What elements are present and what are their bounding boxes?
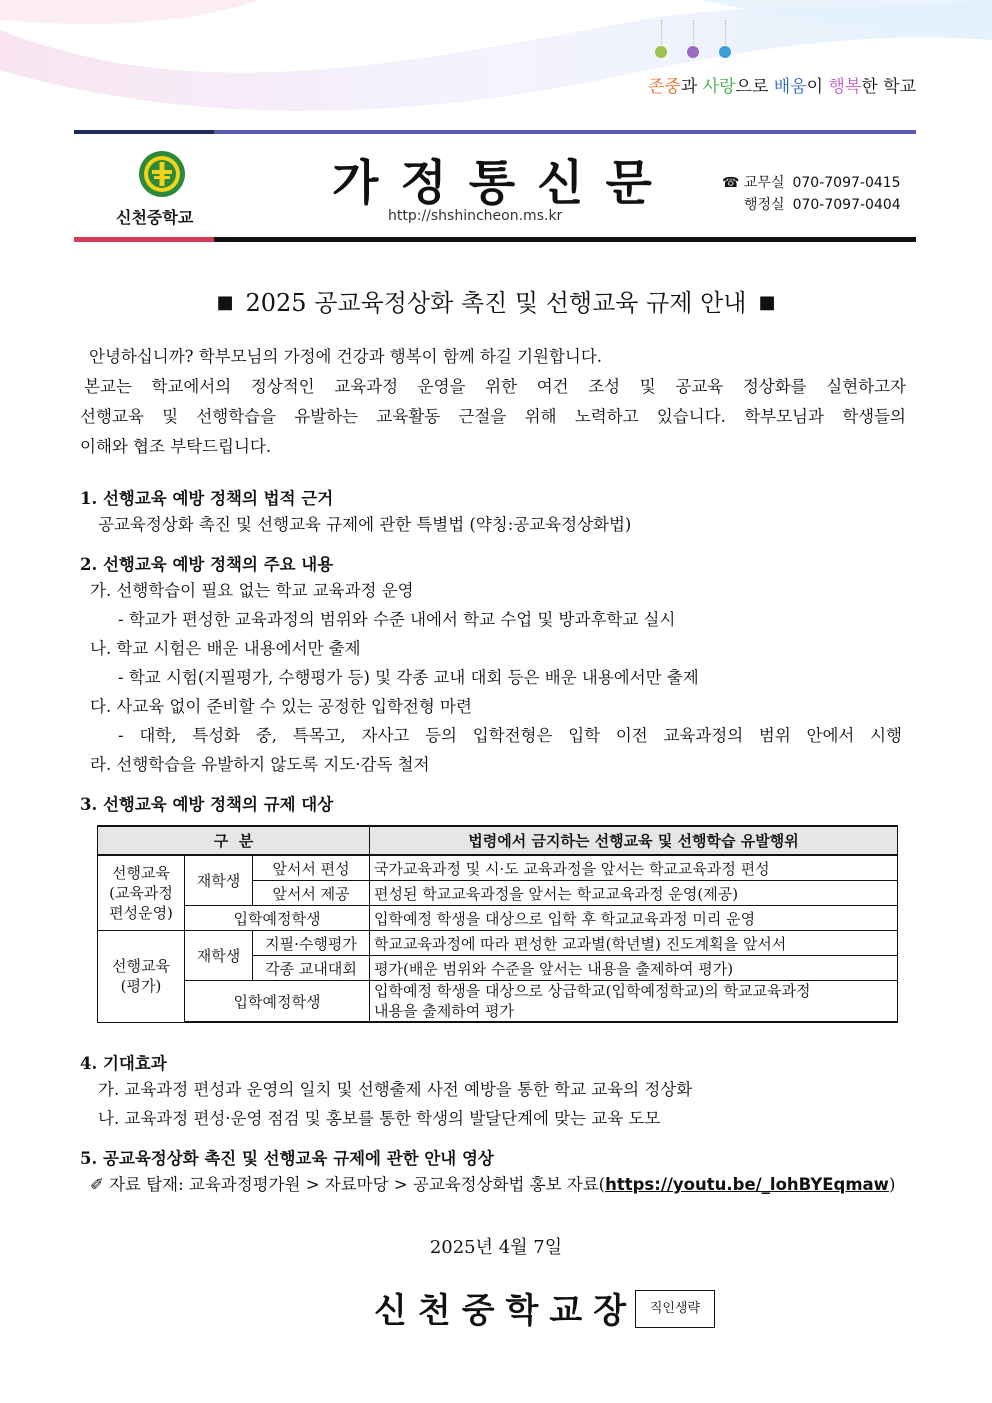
purple-dot-icon (687, 46, 699, 58)
header-background-decoration (0, 0, 992, 130)
seal-omitted-box: 직인생략 (635, 1290, 715, 1328)
square-bullet-icon: ■ (216, 292, 234, 313)
header-bottom-rule (74, 237, 916, 242)
table-cell: 재학생 (185, 855, 253, 906)
section-2-title: 2. 선행교육 예방 정책의 주요 내용 (80, 555, 334, 574)
table-group-cell: 선행교육 (교육과정 편성운영) (98, 855, 185, 931)
list-item: 나. 학교 시험은 배운 내용에서만 출제 (90, 639, 361, 658)
table-cell: 학교교육과정에 따라 편성한 교과별(학년별) 진도계획을 앞서서 (370, 931, 898, 956)
section-1-body: 공교육정상화 촉진 및 선행교육 규제에 관한 특별법 (약칭:공교육정상화법) (98, 515, 632, 534)
intro-line: 선행교육 및 선행학습을 유발하는 교육활동 근절을 위해 노력하고 있습니다. 학부모님과 학생들의 (80, 407, 906, 426)
header-top-rule (74, 130, 916, 134)
school-website-link[interactable]: http://shshincheon.ms.kr (388, 208, 563, 224)
motto-word-happiness: 행복 (828, 77, 862, 97)
decorative-dots (655, 40, 735, 62)
motto-word-respect: 존중 (647, 77, 681, 97)
list-subitem: - 학교 시험(지필평가, 수행평가 등) 및 각종 교내 대회 등은 배운 내용에서만 출제 (118, 668, 699, 687)
table-row (98, 906, 898, 931)
motto-word-love: 사랑 (702, 77, 736, 97)
school-name: 신천중학교 (116, 208, 194, 227)
table-cell: 편성된 학교교육과정을 앞서는 학교교육과정 운영(제공) (370, 881, 898, 906)
section-1-title: 1. 선행교육 예방 정책의 법적 근거 (80, 489, 334, 508)
school-motto (648, 72, 916, 97)
list-item: 가. 교육과정 편성과 운영의 일치 및 선행출제 사전 예방을 통한 학교 교육의 정상화 (98, 1080, 693, 1099)
table-cell: 재학생 (185, 931, 253, 981)
square-bullet-icon: ■ (758, 292, 776, 313)
list-item: 나. 교육과정 편성·운영 점검 및 홍보를 통한 학생의 발달단계에 맞는 교육 도모 (98, 1109, 661, 1128)
list-subitem: - 대학, 특성화 중, 특목고, 자사고 등의 입학전형은 입학 이전 교육과정의 범위 안에서 시행 (118, 726, 902, 745)
table-row (98, 931, 898, 956)
motto-particle: 과 (680, 77, 703, 97)
table-cell: 앞서서 편성 (253, 855, 370, 881)
table-group-cell: 선행교육 (평가) (98, 931, 185, 1023)
section-3-title: 3. 선행교육 예방 정책의 규제 대상 (80, 795, 334, 814)
phone-icon: ☎ (722, 175, 740, 191)
resource-path-suffix: ) (888, 1175, 896, 1194)
section-5-title: 5. 공교육정상화 촉진 및 선행교육 규제에 관한 안내 영상 (80, 1149, 494, 1168)
intro-greeting: 안녕하십니까? 학부모님의 가정에 건강과 행복이 함께 하길 기원합니다. (89, 347, 603, 366)
contact-admin-office (744, 194, 901, 214)
intro-line: 이해와 협조 부탁드립니다. (80, 437, 272, 456)
contact-label: 행정실 (744, 197, 785, 213)
regulation-table (97, 825, 898, 1023)
table-cell: 국가교육과정 및 시·도 교육과정을 앞서는 학교교육과정 편성 (370, 855, 898, 881)
table-cell: 입학예정학생 (185, 981, 370, 1023)
motto-word-learning: 배움 (773, 77, 807, 97)
contact-label: 교무실 (743, 175, 785, 191)
list-item: 라. 선행학습을 유발하지 않도록 지도·감독 철저 (90, 755, 430, 774)
table-cell: 입학예정학생 (185, 906, 370, 931)
section-4-title: 4. 기대효과 (80, 1054, 167, 1073)
list-item: 가. 선행학습이 필요 없는 학교 교육과정 운영 (90, 581, 414, 600)
principal-signature: 신천중학교장 (374, 1291, 638, 1331)
document-heading (0, 283, 992, 318)
issue-date: 2025년 4월 7일 (429, 1237, 563, 1258)
motto-particle: 이 (806, 77, 829, 97)
green-dot-icon (655, 46, 667, 58)
table-row (98, 855, 898, 881)
table-cell: 각종 교내대회 (253, 956, 370, 981)
document-heading-text: 2025 공교육정상화 촉진 및 선행교육 규제 안내 (245, 289, 747, 317)
motto-particle: 한 학교 (861, 77, 916, 97)
table-cell: 입학예정 학생을 대상으로 입학 후 학교교육과정 미리 운영 (370, 906, 898, 931)
list-item: 다. 사교육 없이 준비할 수 있는 공정한 입학전형 마련 (90, 697, 472, 716)
youtube-link[interactable]: https://youtu.be/_lohBYEqmaw (605, 1175, 889, 1194)
table-row (98, 981, 898, 1023)
resource-path-text: ✐ 자료 탑재: 교육과정평가원 > 자료마당 > 공교육정상화법 홍보 자료( (90, 1175, 606, 1194)
blue-dot-icon (719, 46, 731, 58)
table-cell: 지필·수행평가 (253, 931, 370, 956)
table-cell: 평가(배운 범위와 수준을 앞서는 내용을 출제하여 평가) (370, 956, 898, 981)
table-cell: 앞서서 제공 (253, 881, 370, 906)
motto-particle: 으로 (735, 77, 774, 97)
table-header-cell: 법령에서 금지하는 선행교육 및 선행학습 유발행위 (370, 826, 898, 855)
contact-number: 070-7097-0404 (792, 197, 901, 213)
table-header-row (98, 826, 898, 855)
table-header-cell: 구 분 (98, 826, 370, 855)
intro-line: 본교는 학교에서의 정상적인 교육과정 운영을 위한 여건 조성 및 공교육 정상화를 실현하고자 (84, 377, 906, 396)
table-cell: 입학예정 학생을 대상으로 상급학교(입학예정학교)의 학교교육과정 내용을 출제하여 평가 (370, 981, 898, 1023)
school-logo-icon (138, 150, 186, 198)
contact-number: 070-7097-0415 (792, 175, 901, 191)
list-subitem: - 학교가 편성한 교육과정의 범위와 수준 내에서 학교 수업 및 방과후학교 실시 (118, 610, 676, 629)
newsletter-title: 가정통신문 (332, 155, 674, 211)
contact-academic-office (722, 172, 901, 192)
video-resource-line (90, 1170, 895, 1200)
